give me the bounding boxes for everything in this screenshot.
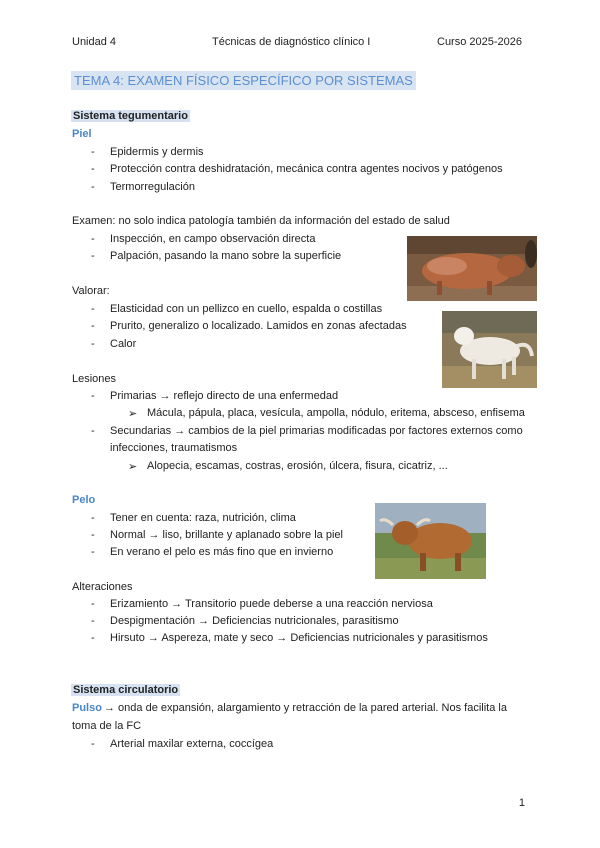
- dash-bullet: -: [91, 738, 95, 750]
- dash-bullet: -: [91, 233, 95, 245]
- dash-bullet: -: [91, 181, 95, 193]
- arrow-bullet-icon: ➢: [128, 408, 138, 420]
- cattle-skin-lesion-photo: [407, 236, 537, 301]
- subheading-pelo: Pelo: [72, 494, 96, 506]
- valorar-label: Valorar:: [72, 285, 110, 297]
- dash-bullet: -: [91, 512, 95, 524]
- dash-bullet: -: [91, 320, 95, 332]
- list-item: Hirsuto → Aspereza, mate y seco → Deficiencias nutricionales y parasitismos: [110, 632, 488, 644]
- dash-bullet: -: [91, 146, 95, 158]
- arrow-bullet-icon: ➢: [128, 461, 138, 473]
- pulso-definition: → onda de expansión, alargamiento y retracción de la pared arterial. Nos facilita la: [104, 702, 507, 714]
- dash-bullet: -: [91, 390, 95, 402]
- header-academic-year: Curso 2025-2026: [437, 36, 523, 48]
- list-item-primarias: Primarias → reflejo directo de una enfermedad: [110, 390, 339, 402]
- highland-cattle-photo: [375, 503, 486, 579]
- list-item: Erizamiento → Transitorio puede deberse a una reacción nerviosa: [110, 598, 433, 610]
- dash-bullet: -: [91, 425, 95, 437]
- dash-bullet: -: [91, 615, 95, 627]
- list-item: Protección contra deshidratación, mecánica contra agentes nocivos y patógenos: [110, 163, 503, 175]
- list-item-secundarias: Secundarias → cambios de la piel primarias modificadas por factores externos como: [110, 425, 523, 437]
- page-title: TEMA 4: EXAMEN FÍSICO ESPECÍFICO POR SISTEMAS: [71, 71, 416, 90]
- lesiones-label: Lesiones: [72, 373, 117, 385]
- examen-intro: Examen: no solo indica patología también da información del estado de salud: [72, 215, 450, 227]
- list-item: Despigmentación → Deficiencias nutricionales, parasitismo: [110, 615, 399, 627]
- list-item-secundarias-cont: infecciones, traumatismos: [110, 442, 238, 454]
- dash-bullet: -: [91, 632, 95, 644]
- list-item: Elasticidad con un pellizco en cuello, espalda o costillas: [110, 303, 383, 315]
- dash-bullet: -: [91, 529, 95, 541]
- list-item: Normal → liso, brillante y aplanado sobre la piel: [110, 529, 343, 541]
- subheading-pulso: Pulso: [72, 702, 102, 714]
- subheading-piel: Piel: [72, 128, 92, 140]
- page-number: 1: [518, 797, 525, 809]
- header-course-title: Técnicas de diagnóstico clínico I: [212, 36, 371, 48]
- list-item: Epidermis y dermis: [110, 146, 204, 158]
- list-item: Inspección, en campo observación directa: [110, 233, 316, 245]
- header-unit: Unidad 4: [72, 36, 117, 48]
- sub-list-item-primarias: Mácula, pápula, placa, vesícula, ampolla, nódulo, eritema, absceso, enfisema: [147, 407, 525, 419]
- dash-bullet: -: [91, 163, 95, 175]
- section-heading-circulatorio: Sistema circulatorio: [73, 684, 179, 696]
- alteraciones-label: Alteraciones: [72, 581, 133, 593]
- section-heading-tegumentario: Sistema tegumentario: [73, 110, 188, 122]
- list-item: Calor: [110, 338, 137, 350]
- dash-bullet: -: [91, 546, 95, 558]
- dash-bullet: -: [91, 598, 95, 610]
- list-item: Palpación, pasando la mano sobre la superficie: [110, 250, 342, 262]
- list-item: Arterial maxilar externa, coccígea: [110, 738, 274, 750]
- list-item: Tener en cuenta: raza, nutrición, clima: [110, 512, 296, 524]
- dash-bullet: -: [91, 338, 95, 350]
- list-item: En verano el pelo es más fino que en invierno: [110, 546, 334, 558]
- dash-bullet: -: [91, 303, 95, 315]
- sub-list-item-secundarias: Alopecia, escamas, costras, erosión, úlcera, fisura, cicatriz, ...: [147, 460, 448, 472]
- list-item: Termorregulación: [110, 181, 195, 193]
- calf-pruritus-photo: [442, 311, 537, 388]
- dash-bullet: -: [91, 250, 95, 262]
- pulso-definition-cont: toma de la FC: [72, 720, 142, 732]
- list-item: Prurito, generalizo o localizado. Lamidos en zonas afectadas: [110, 320, 407, 332]
